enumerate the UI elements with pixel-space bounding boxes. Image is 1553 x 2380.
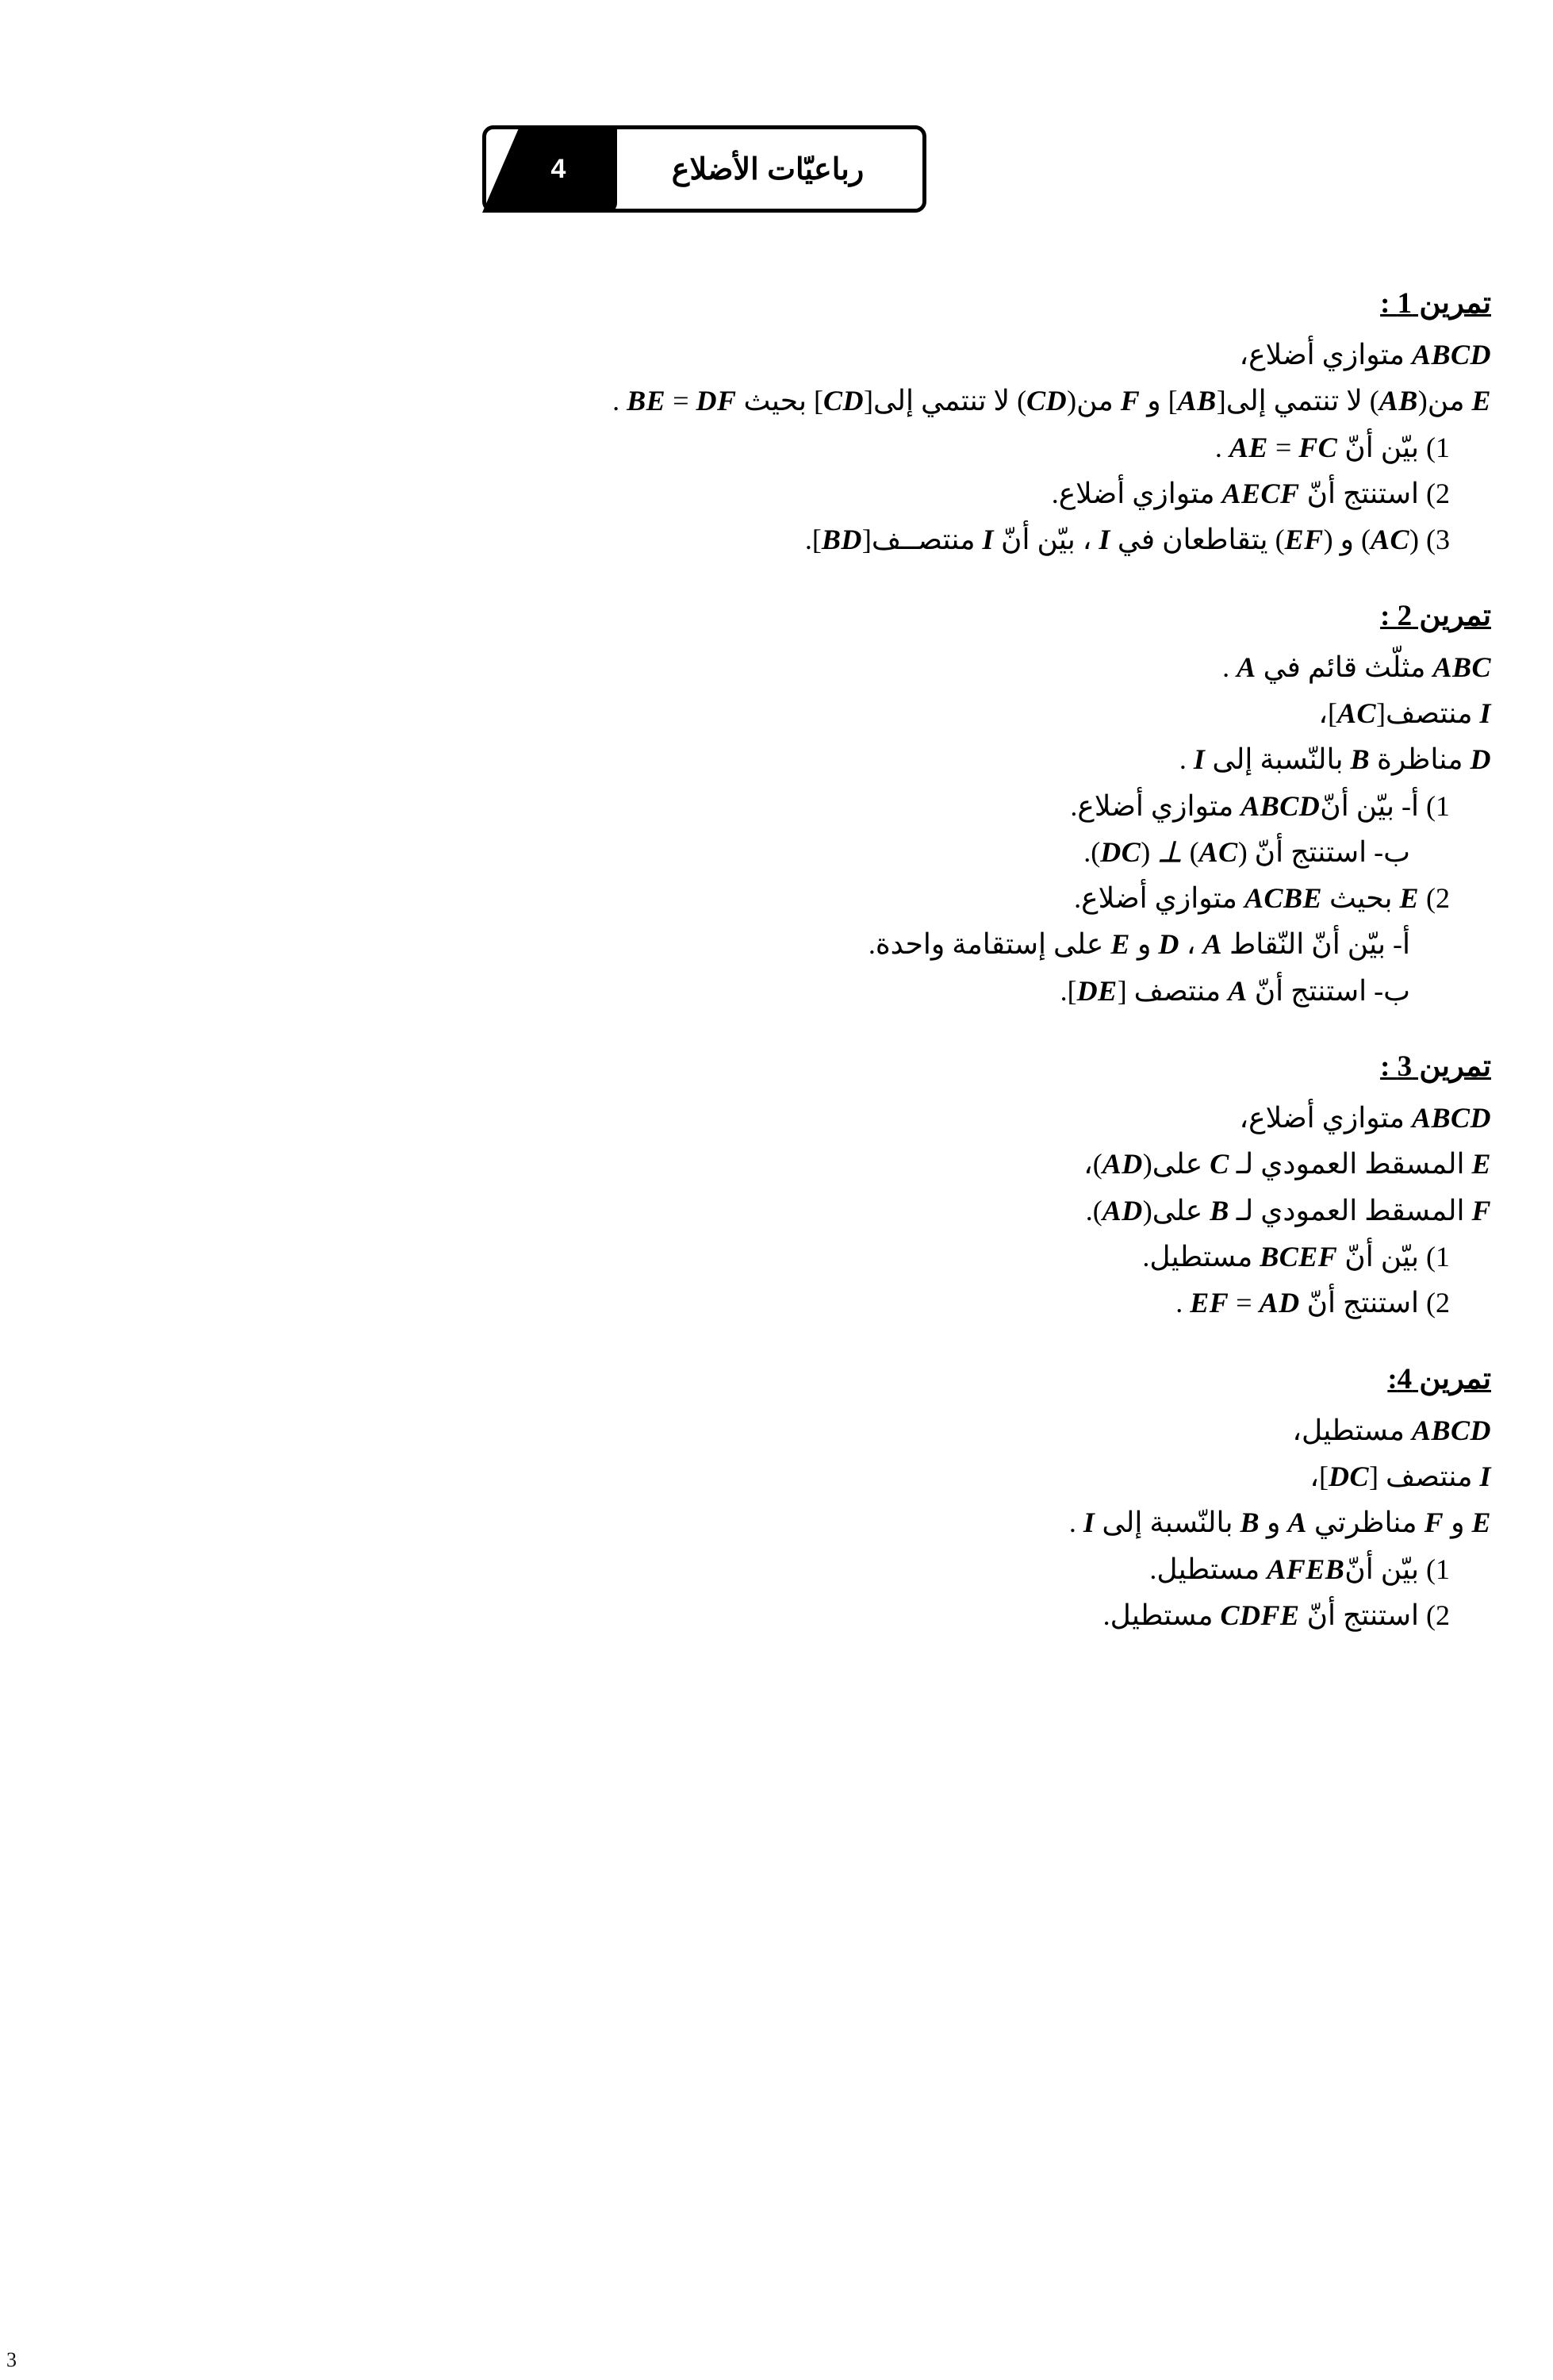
exercise-title: تمرين 2 :: [1380, 599, 1491, 632]
exercise-line: 2) E بحيث ACBE متوازي أضلاع.: [1074, 882, 1450, 915]
exercise-line: 1) بيّن أنّ AE = FC .: [1214, 431, 1450, 463]
exercise-line: ب‌- استنتج أنّ (AC) ⊥ (DC).: [1083, 835, 1410, 868]
exercise-line: 1) بيّن أنّ BCEF مستطيل.: [1142, 1241, 1450, 1273]
exercise-line: I منتصف [DC]،: [1310, 1460, 1491, 1492]
exercise-line: ABCD متوازي أضلاع،: [1239, 339, 1491, 370]
chapter-number: 4: [550, 153, 566, 184]
exercise-line: D مناظرة B بالنّسبة إلى I .: [1179, 743, 1491, 776]
exercise-line: 2) استنتج أنّ EF = AD .: [1175, 1287, 1450, 1319]
exercise-line: ب‌- استنتج أنّ A منتصف [DE].: [1060, 974, 1410, 1007]
exercise-block: [56, 598, 1497, 1015]
exercise-line: I منتصف[AC]،: [1318, 697, 1491, 729]
exercise-block: [56, 286, 1497, 563]
exercise-line: 1) أ‌- بيّن أنّABCD متوازي أضلاع.: [1070, 789, 1450, 822]
exercise-block: [56, 1361, 1497, 1639]
exercise-line: 3) (AC) و (EF) يتقاطعان في I ، بيّن أنّ I منتصــف[BD].: [804, 524, 1450, 556]
exercise-line: E من(AB) لا تنتمي إلى[AB] و F من(CD) لا تنتمي إلى[CD] بحيث BE = DF .: [612, 385, 1491, 417]
exercise-line: ABCD مستطيل،: [1292, 1414, 1491, 1446]
exercise-line: E و F مناظرتي A و B بالنّسبة إلى I .: [1068, 1507, 1491, 1539]
exercise-line: 1) بيّن أنّAFEB مستطيل.: [1149, 1553, 1450, 1585]
exercise-title: تمرين 1 :: [1380, 287, 1491, 320]
exercise-line: ABCD متوازي أضلاع،: [1239, 1102, 1491, 1134]
exercise-title: تمرين 3 :: [1380, 1050, 1491, 1084]
exercise-line: 2) استنتج أنّ CDFE مستطيل.: [1102, 1599, 1450, 1631]
exercise-line: E المسقط العمودي لـ C على(AD)،: [1083, 1148, 1491, 1180]
page-number: 3: [6, 2348, 17, 2371]
exercises-container: [56, 286, 1497, 1673]
exercise-line: أ‌- بيّن أنّ النّقاط D ، A و E على إستقامة واحدة.: [868, 928, 1410, 961]
exercise-block: [56, 1049, 1497, 1326]
chapter-banner: [482, 125, 926, 213]
chapter-title: رباعيّات الأضلاع: [671, 152, 865, 186]
exercise-title: تمرين 4:: [1387, 1362, 1491, 1395]
exercise-line: 2) استنتج أنّ AECF متوازي أضلاع.: [1051, 477, 1450, 509]
exercise-line: ABC مثلّث قائم في A .: [1222, 651, 1491, 683]
exercise-line: F المسقط العمودي لـ B على(AD).: [1085, 1194, 1491, 1226]
